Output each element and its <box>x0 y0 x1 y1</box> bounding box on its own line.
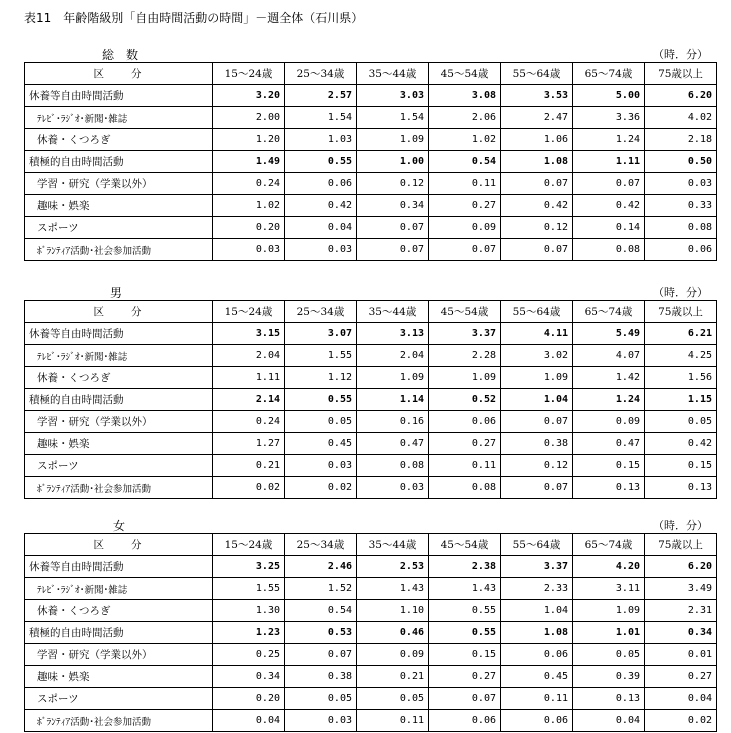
table-row <box>25 107 717 129</box>
value-cell: 1.02 <box>429 129 501 151</box>
value-cell: 2.18 <box>645 129 717 151</box>
value-cell: 3.08 <box>429 85 501 107</box>
value-cell: 0.27 <box>429 433 501 455</box>
value-cell: 0.05 <box>645 411 717 433</box>
value-cell: 3.49 <box>645 578 717 600</box>
value-cell: 2.57 <box>285 85 357 107</box>
value-cell: 0.21 <box>213 455 285 477</box>
value-cell: 1.09 <box>357 367 429 389</box>
header-row <box>25 534 717 556</box>
value-cell: 0.13 <box>573 477 645 499</box>
age-group-header: 15～24歳 <box>213 301 285 323</box>
age-group-header: 35～44歳 <box>357 63 429 85</box>
value-cell: 0.08 <box>357 455 429 477</box>
value-cell: 1.24 <box>573 129 645 151</box>
row-label: 休養・くつろぎ <box>25 600 213 622</box>
value-cell: 0.45 <box>285 433 357 455</box>
value-cell: 0.07 <box>573 173 645 195</box>
value-cell: 4.11 <box>501 323 573 345</box>
value-cell: 0.06 <box>645 239 717 261</box>
value-cell: 0.06 <box>501 644 573 666</box>
value-cell: 6.20 <box>645 85 717 107</box>
table-row <box>25 600 717 622</box>
section-name: 総 数 <box>102 48 139 62</box>
value-cell: 0.20 <box>213 217 285 239</box>
value-cell: 0.25 <box>213 644 285 666</box>
value-cell: 1.01 <box>573 622 645 644</box>
age-group-header: 45～54歳 <box>429 534 501 556</box>
value-cell: 0.33 <box>645 195 717 217</box>
value-cell: 1.09 <box>573 600 645 622</box>
value-cell: 3.37 <box>429 323 501 345</box>
row-label: 休養・くつろぎ <box>25 129 213 151</box>
value-cell: 0.13 <box>645 477 717 499</box>
age-group-header: 25～34歳 <box>285 534 357 556</box>
value-cell: 2.04 <box>213 345 285 367</box>
value-cell: 0.52 <box>429 389 501 411</box>
value-cell: 4.07 <box>573 345 645 367</box>
value-cell: 0.55 <box>429 600 501 622</box>
section-header <box>24 282 716 300</box>
value-cell: 0.12 <box>501 217 573 239</box>
table-row <box>25 411 717 433</box>
row-label: 趣味・娯楽 <box>25 433 213 455</box>
value-cell: 0.06 <box>285 173 357 195</box>
value-cell: 0.11 <box>429 455 501 477</box>
value-cell: 0.04 <box>573 710 645 732</box>
header-row <box>25 63 717 85</box>
value-cell: 4.02 <box>645 107 717 129</box>
value-cell: 1.08 <box>501 151 573 173</box>
age-group-header: 55～64歳 <box>501 63 573 85</box>
value-cell: 1.23 <box>213 622 285 644</box>
age-group-header: 75歳以上 <box>645 534 717 556</box>
row-label: スポーツ <box>25 688 213 710</box>
value-cell: 1.03 <box>285 129 357 151</box>
value-cell: 0.03 <box>285 710 357 732</box>
value-cell: 0.06 <box>429 710 501 732</box>
value-cell: 0.07 <box>429 239 501 261</box>
value-cell: 1.09 <box>429 367 501 389</box>
value-cell: 0.15 <box>645 455 717 477</box>
value-cell: 0.05 <box>573 644 645 666</box>
value-cell: 0.55 <box>285 389 357 411</box>
value-cell: 1.20 <box>213 129 285 151</box>
value-cell: 0.34 <box>357 195 429 217</box>
age-group-header: 75歳以上 <box>645 301 717 323</box>
value-cell: 0.24 <box>213 411 285 433</box>
value-cell: 0.03 <box>357 477 429 499</box>
table-row <box>25 666 717 688</box>
table-section <box>24 515 716 732</box>
value-cell: 0.04 <box>213 710 285 732</box>
row-label: 休養等自由時間活動 <box>25 85 213 107</box>
value-cell: 2.33 <box>501 578 573 600</box>
table-row <box>25 477 717 499</box>
header-row <box>25 301 717 323</box>
value-cell: 1.55 <box>213 578 285 600</box>
value-cell: 0.24 <box>213 173 285 195</box>
value-cell: 0.47 <box>357 433 429 455</box>
value-cell: 0.42 <box>645 433 717 455</box>
table-row <box>25 129 717 151</box>
value-cell: 0.08 <box>573 239 645 261</box>
value-cell: 0.54 <box>429 151 501 173</box>
value-cell: 1.55 <box>285 345 357 367</box>
value-cell: 0.13 <box>573 688 645 710</box>
value-cell: 0.02 <box>285 477 357 499</box>
value-cell: 3.13 <box>357 323 429 345</box>
value-cell: 1.12 <box>285 367 357 389</box>
age-group-header: 25～34歳 <box>285 301 357 323</box>
age-group-header: 75歳以上 <box>645 63 717 85</box>
value-cell: 0.27 <box>645 666 717 688</box>
value-cell: 1.04 <box>501 600 573 622</box>
row-label: ﾎﾞﾗﾝﾃｨｱ活動･社会参加活動 <box>25 239 213 261</box>
row-label: 休養等自由時間活動 <box>25 323 213 345</box>
value-cell: 1.30 <box>213 600 285 622</box>
value-cell: 0.06 <box>429 411 501 433</box>
value-cell: 0.09 <box>429 217 501 239</box>
row-label: ﾃﾚﾋﾞ･ﾗｼﾞｵ･新聞･雑誌 <box>25 345 213 367</box>
value-cell: 0.54 <box>285 600 357 622</box>
table-row <box>25 433 717 455</box>
table-row <box>25 389 717 411</box>
age-group-header: 65～74歳 <box>573 63 645 85</box>
value-cell: 1.42 <box>573 367 645 389</box>
age-group-header: 45～54歳 <box>429 301 501 323</box>
value-cell: 0.21 <box>357 666 429 688</box>
age-group-header: 65～74歳 <box>573 301 645 323</box>
row-label: ﾎﾞﾗﾝﾃｨｱ活動･社会参加活動 <box>25 710 213 732</box>
age-group-header: 55～64歳 <box>501 301 573 323</box>
age-group-header: 65～74歳 <box>573 534 645 556</box>
value-cell: 0.02 <box>213 477 285 499</box>
row-label: スポーツ <box>25 217 213 239</box>
row-label: 休養等自由時間活動 <box>25 556 213 578</box>
table-row <box>25 173 717 195</box>
value-cell: 0.05 <box>285 411 357 433</box>
value-cell: 0.07 <box>285 644 357 666</box>
value-cell: 0.39 <box>573 666 645 688</box>
value-cell: 2.14 <box>213 389 285 411</box>
value-cell: 0.45 <box>501 666 573 688</box>
value-cell: 0.42 <box>285 195 357 217</box>
value-cell: 1.00 <box>357 151 429 173</box>
table-row <box>25 239 717 261</box>
table-row <box>25 455 717 477</box>
row-label: 積極的自由時間活動 <box>25 389 213 411</box>
value-cell: 0.08 <box>645 217 717 239</box>
value-cell: 0.01 <box>645 644 717 666</box>
value-cell: 0.34 <box>645 622 717 644</box>
value-cell: 0.27 <box>429 666 501 688</box>
value-cell: 0.38 <box>285 666 357 688</box>
value-cell: 0.16 <box>357 411 429 433</box>
table-section <box>24 282 716 499</box>
row-label: ﾎﾞﾗﾝﾃｨｱ活動･社会参加活動 <box>25 477 213 499</box>
table-row <box>25 688 717 710</box>
row-label: 休養・くつろぎ <box>25 367 213 389</box>
age-group-header: 25～34歳 <box>285 63 357 85</box>
value-cell: 1.56 <box>645 367 717 389</box>
table-row <box>25 195 717 217</box>
value-cell: 0.03 <box>285 239 357 261</box>
row-label: 学習・研究（学業以外） <box>25 644 213 666</box>
value-cell: 1.54 <box>357 107 429 129</box>
data-table <box>24 533 717 732</box>
value-cell: 1.43 <box>357 578 429 600</box>
value-cell: 0.27 <box>429 195 501 217</box>
value-cell: 1.14 <box>357 389 429 411</box>
age-group-header: 45～54歳 <box>429 63 501 85</box>
table-row <box>25 151 717 173</box>
value-cell: 1.11 <box>213 367 285 389</box>
age-group-header: 55～64歳 <box>501 534 573 556</box>
label-column-header: 区 分 <box>25 301 213 323</box>
value-cell: 6.21 <box>645 323 717 345</box>
value-cell: 0.34 <box>213 666 285 688</box>
value-cell: 0.53 <box>285 622 357 644</box>
value-cell: 0.15 <box>429 644 501 666</box>
value-cell: 6.20 <box>645 556 717 578</box>
value-cell: 0.42 <box>501 195 573 217</box>
value-cell: 3.03 <box>357 85 429 107</box>
section-header <box>24 44 716 62</box>
value-cell: 1.11 <box>573 151 645 173</box>
value-cell: 2.53 <box>357 556 429 578</box>
row-label: 学習・研究（学業以外） <box>25 411 213 433</box>
unit-label: （時．分） <box>653 519 708 532</box>
table-row <box>25 345 717 367</box>
value-cell: 0.12 <box>357 173 429 195</box>
unit-label: （時．分） <box>653 286 708 299</box>
row-label: 積極的自由時間活動 <box>25 151 213 173</box>
value-cell: 1.43 <box>429 578 501 600</box>
value-cell: 3.20 <box>213 85 285 107</box>
age-group-header: 15～24歳 <box>213 534 285 556</box>
value-cell: 1.04 <box>501 389 573 411</box>
value-cell: 0.11 <box>501 688 573 710</box>
value-cell: 0.07 <box>501 173 573 195</box>
value-cell: 1.09 <box>357 129 429 151</box>
value-cell: 0.03 <box>645 173 717 195</box>
value-cell: 0.09 <box>357 644 429 666</box>
section-name: 女 <box>113 519 126 533</box>
value-cell: 0.55 <box>285 151 357 173</box>
value-cell: 0.02 <box>645 710 717 732</box>
value-cell: 3.11 <box>573 578 645 600</box>
value-cell: 4.25 <box>645 345 717 367</box>
value-cell: 0.38 <box>501 433 573 455</box>
table-row <box>25 556 717 578</box>
value-cell: 0.12 <box>501 455 573 477</box>
value-cell: 0.03 <box>285 455 357 477</box>
value-cell: 0.08 <box>429 477 501 499</box>
value-cell: 0.03 <box>213 239 285 261</box>
value-cell: 1.54 <box>285 107 357 129</box>
value-cell: 1.08 <box>501 622 573 644</box>
value-cell: 0.07 <box>501 239 573 261</box>
section-name: 男 <box>110 286 123 300</box>
value-cell: 0.06 <box>501 710 573 732</box>
value-cell: 5.49 <box>573 323 645 345</box>
value-cell: 1.27 <box>213 433 285 455</box>
table-section <box>24 44 716 261</box>
value-cell: 1.15 <box>645 389 717 411</box>
value-cell: 0.07 <box>501 411 573 433</box>
age-group-header: 15～24歳 <box>213 63 285 85</box>
value-cell: 2.28 <box>429 345 501 367</box>
value-cell: 0.20 <box>213 688 285 710</box>
value-cell: 2.04 <box>357 345 429 367</box>
row-label: 趣味・娯楽 <box>25 195 213 217</box>
value-cell: 0.09 <box>573 411 645 433</box>
value-cell: 0.07 <box>501 477 573 499</box>
value-cell: 0.07 <box>357 239 429 261</box>
value-cell: 1.02 <box>213 195 285 217</box>
value-cell: 3.53 <box>501 85 573 107</box>
value-cell: 0.05 <box>285 688 357 710</box>
label-column-header: 区 分 <box>25 534 213 556</box>
age-group-header: 35～44歳 <box>357 534 429 556</box>
value-cell: 3.36 <box>573 107 645 129</box>
table-row <box>25 622 717 644</box>
value-cell: 1.49 <box>213 151 285 173</box>
value-cell: 2.00 <box>213 107 285 129</box>
value-cell: 0.07 <box>357 217 429 239</box>
value-cell: 3.02 <box>501 345 573 367</box>
value-cell: 0.15 <box>573 455 645 477</box>
table-row <box>25 710 717 732</box>
value-cell: 1.09 <box>501 367 573 389</box>
row-label: ﾃﾚﾋﾞ･ﾗｼﾞｵ･新聞･雑誌 <box>25 578 213 600</box>
table-row <box>25 217 717 239</box>
value-cell: 4.20 <box>573 556 645 578</box>
value-cell: 1.10 <box>357 600 429 622</box>
row-label: 趣味・娯楽 <box>25 666 213 688</box>
value-cell: 1.24 <box>573 389 645 411</box>
value-cell: 2.06 <box>429 107 501 129</box>
table-row <box>25 323 717 345</box>
value-cell: 1.52 <box>285 578 357 600</box>
value-cell: 3.25 <box>213 556 285 578</box>
table-row <box>25 644 717 666</box>
value-cell: 0.14 <box>573 217 645 239</box>
value-cell: 0.42 <box>573 195 645 217</box>
unit-label: （時．分） <box>653 48 708 61</box>
table-row <box>25 367 717 389</box>
table-row <box>25 85 717 107</box>
value-cell: 0.04 <box>645 688 717 710</box>
value-cell: 2.31 <box>645 600 717 622</box>
value-cell: 3.07 <box>285 323 357 345</box>
value-cell: 0.50 <box>645 151 717 173</box>
row-label: スポーツ <box>25 455 213 477</box>
value-cell: 0.05 <box>357 688 429 710</box>
value-cell: 3.15 <box>213 323 285 345</box>
value-cell: 0.46 <box>357 622 429 644</box>
value-cell: 0.04 <box>285 217 357 239</box>
page-title: 表11 年齢階級別「自由時間活動の時間」－週全体（石川県） <box>24 11 364 25</box>
value-cell: 2.47 <box>501 107 573 129</box>
value-cell: 0.47 <box>573 433 645 455</box>
table-row <box>25 578 717 600</box>
age-group-header: 35～44歳 <box>357 301 429 323</box>
label-column-header: 区 分 <box>25 63 213 85</box>
value-cell: 3.37 <box>501 556 573 578</box>
value-cell: 2.38 <box>429 556 501 578</box>
data-table <box>24 300 717 499</box>
value-cell: 0.11 <box>429 173 501 195</box>
row-label: ﾃﾚﾋﾞ･ﾗｼﾞｵ･新聞･雑誌 <box>25 107 213 129</box>
section-header <box>24 515 716 533</box>
value-cell: 1.06 <box>501 129 573 151</box>
data-table <box>24 62 717 261</box>
row-label: 学習・研究（学業以外） <box>25 173 213 195</box>
row-label: 積極的自由時間活動 <box>25 622 213 644</box>
value-cell: 0.11 <box>357 710 429 732</box>
value-cell: 2.46 <box>285 556 357 578</box>
value-cell: 0.55 <box>429 622 501 644</box>
value-cell: 0.07 <box>429 688 501 710</box>
value-cell: 5.00 <box>573 85 645 107</box>
